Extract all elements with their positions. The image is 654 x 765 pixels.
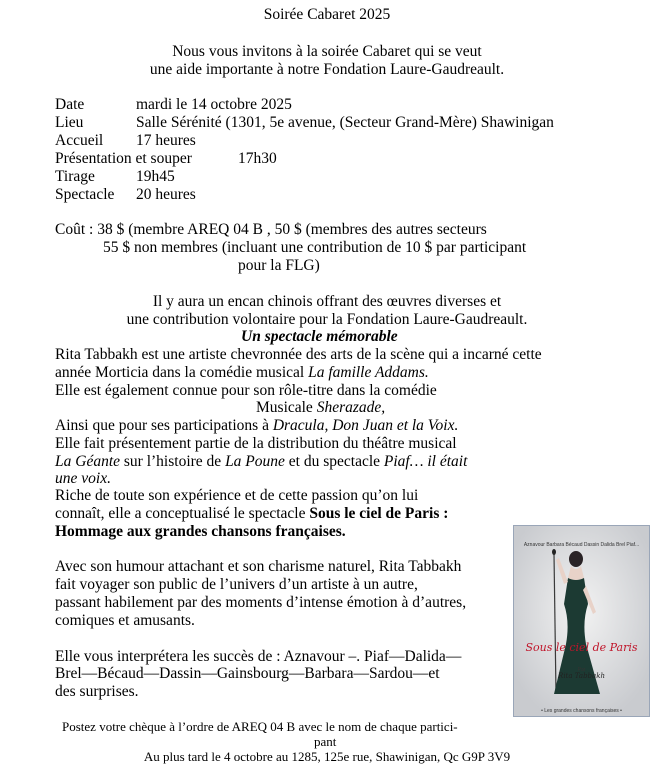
spectacle-value: 20 heures: [136, 186, 196, 203]
body-line-3: Elle est également connue pour son rôle-titre dans la comédie: [55, 382, 437, 399]
body-line-16: Elle vous interprétera les succès de : Aznavour –. Piaf—Dalida—: [55, 648, 462, 665]
page-title: Soirée Cabaret 2025: [263, 6, 391, 23]
poster-title: Sous le ciel de Paris: [525, 641, 638, 654]
encan-line-2: une contribution volontaire pour la Fondation Laure-Gaudreault.: [126, 311, 528, 328]
body-line-14: passant habilement par des moments d’intense émotion à d’autres,: [55, 594, 467, 611]
poster-footer: • Les grandes chansons françaises •: [541, 708, 622, 714]
body-line-15: comiques et amusants.: [55, 612, 195, 629]
cost-line-1: Coût : 38 $ (membre AREQ 04 B , 50 $ (membres des autres secteurs: [55, 221, 487, 238]
body-line-11: Hommage aux grandes chansons françaises.: [55, 523, 346, 540]
poster-artist: Rita Tabbakh: [558, 672, 605, 680]
body-line-18: des surprises.: [55, 683, 139, 700]
poster-by: Par: [577, 667, 586, 673]
presentation-value: 17h30: [238, 150, 277, 167]
show-heading: Un spectacle mémorable: [241, 328, 398, 345]
body-line-13: fait voyager son public de l’univers d’un artiste à un autre,: [55, 576, 418, 593]
accueil-label: Accueil: [55, 132, 104, 149]
lieu-value: Salle Sérénité (1301, 5e avenue, (Secteur Grand-Mère) Shawinigan: [136, 114, 554, 131]
body-line-5: Ainsi que pour ses participations à Dracula, Don Juan et la Voix.: [55, 417, 459, 434]
footer-line-2: pant: [314, 734, 337, 749]
footer-line-1: Postez votre chèque à l’ordre de AREQ 04 B avec le nom de chaque partici-: [62, 719, 458, 734]
body-line-17: Brel—Bécaud—Dassin—Gainsbourg—Barbara—Sardou—et: [55, 665, 440, 682]
accueil-value: 17 heures: [136, 132, 196, 149]
body-line-6: Elle fait présentement partie de la distribution du théâtre musical: [55, 435, 457, 452]
lieu-label: Lieu: [55, 114, 84, 131]
show-poster: [513, 525, 650, 717]
body-line-9: Riche de toute son expérience et de cette passion qu’on lui: [55, 487, 419, 504]
cost-line-3: pour la FLG): [238, 257, 320, 274]
singer-silhouette-image: [514, 526, 649, 716]
spectacle-label: Spectacle: [55, 186, 115, 203]
date-label: Date: [55, 96, 85, 113]
body-line-12: Avec son humour attachant et son charisme naturel, Rita Tabbakh: [55, 558, 462, 575]
intro-line-1: Nous vous invitons à la soirée Cabaret qui se veut: [172, 43, 482, 60]
tirage-value: 19h45: [136, 168, 175, 185]
presentation-label: Présentation et souper: [55, 150, 192, 167]
tirage-label: Tirage: [55, 168, 95, 185]
body-line-7: La Géante sur l’histoire de La Poune et du spectacle Piaf… il était: [55, 453, 468, 470]
cost-line-2: 55 $ non membres (incluant une contribution de 10 $ par participant: [103, 239, 527, 256]
footer-line-3: Au plus tard le 4 octobre au 1285, 125e rue, Shawinigan, Qc G9P 3V9: [143, 749, 511, 764]
body-line-10: connaît, elle a conceptualisé le spectacle Sous le ciel de Paris :: [55, 505, 449, 522]
encan-line-1: Il y aura un encan chinois offrant des œuvres diverses et: [152, 293, 502, 310]
date-value: mardi le 14 octobre 2025: [136, 96, 292, 113]
poster-artist-names: Aznavour Barbara Bécaud Dassin Dalida Brel Piaf...: [523, 542, 640, 548]
intro-line-2: une aide importante à notre Fondation Laure-Gaudreault.: [149, 61, 505, 78]
body-line-4: Musicale Sherazade,: [256, 399, 386, 416]
body-line-8: une voix.: [55, 470, 111, 487]
body-line-2: année Morticia dans la comédie musical La famille Addams.: [55, 364, 429, 381]
body-line-1: Rita Tabbakh est une artiste chevronnée des arts de la scène qui a incarné cette: [55, 346, 542, 363]
